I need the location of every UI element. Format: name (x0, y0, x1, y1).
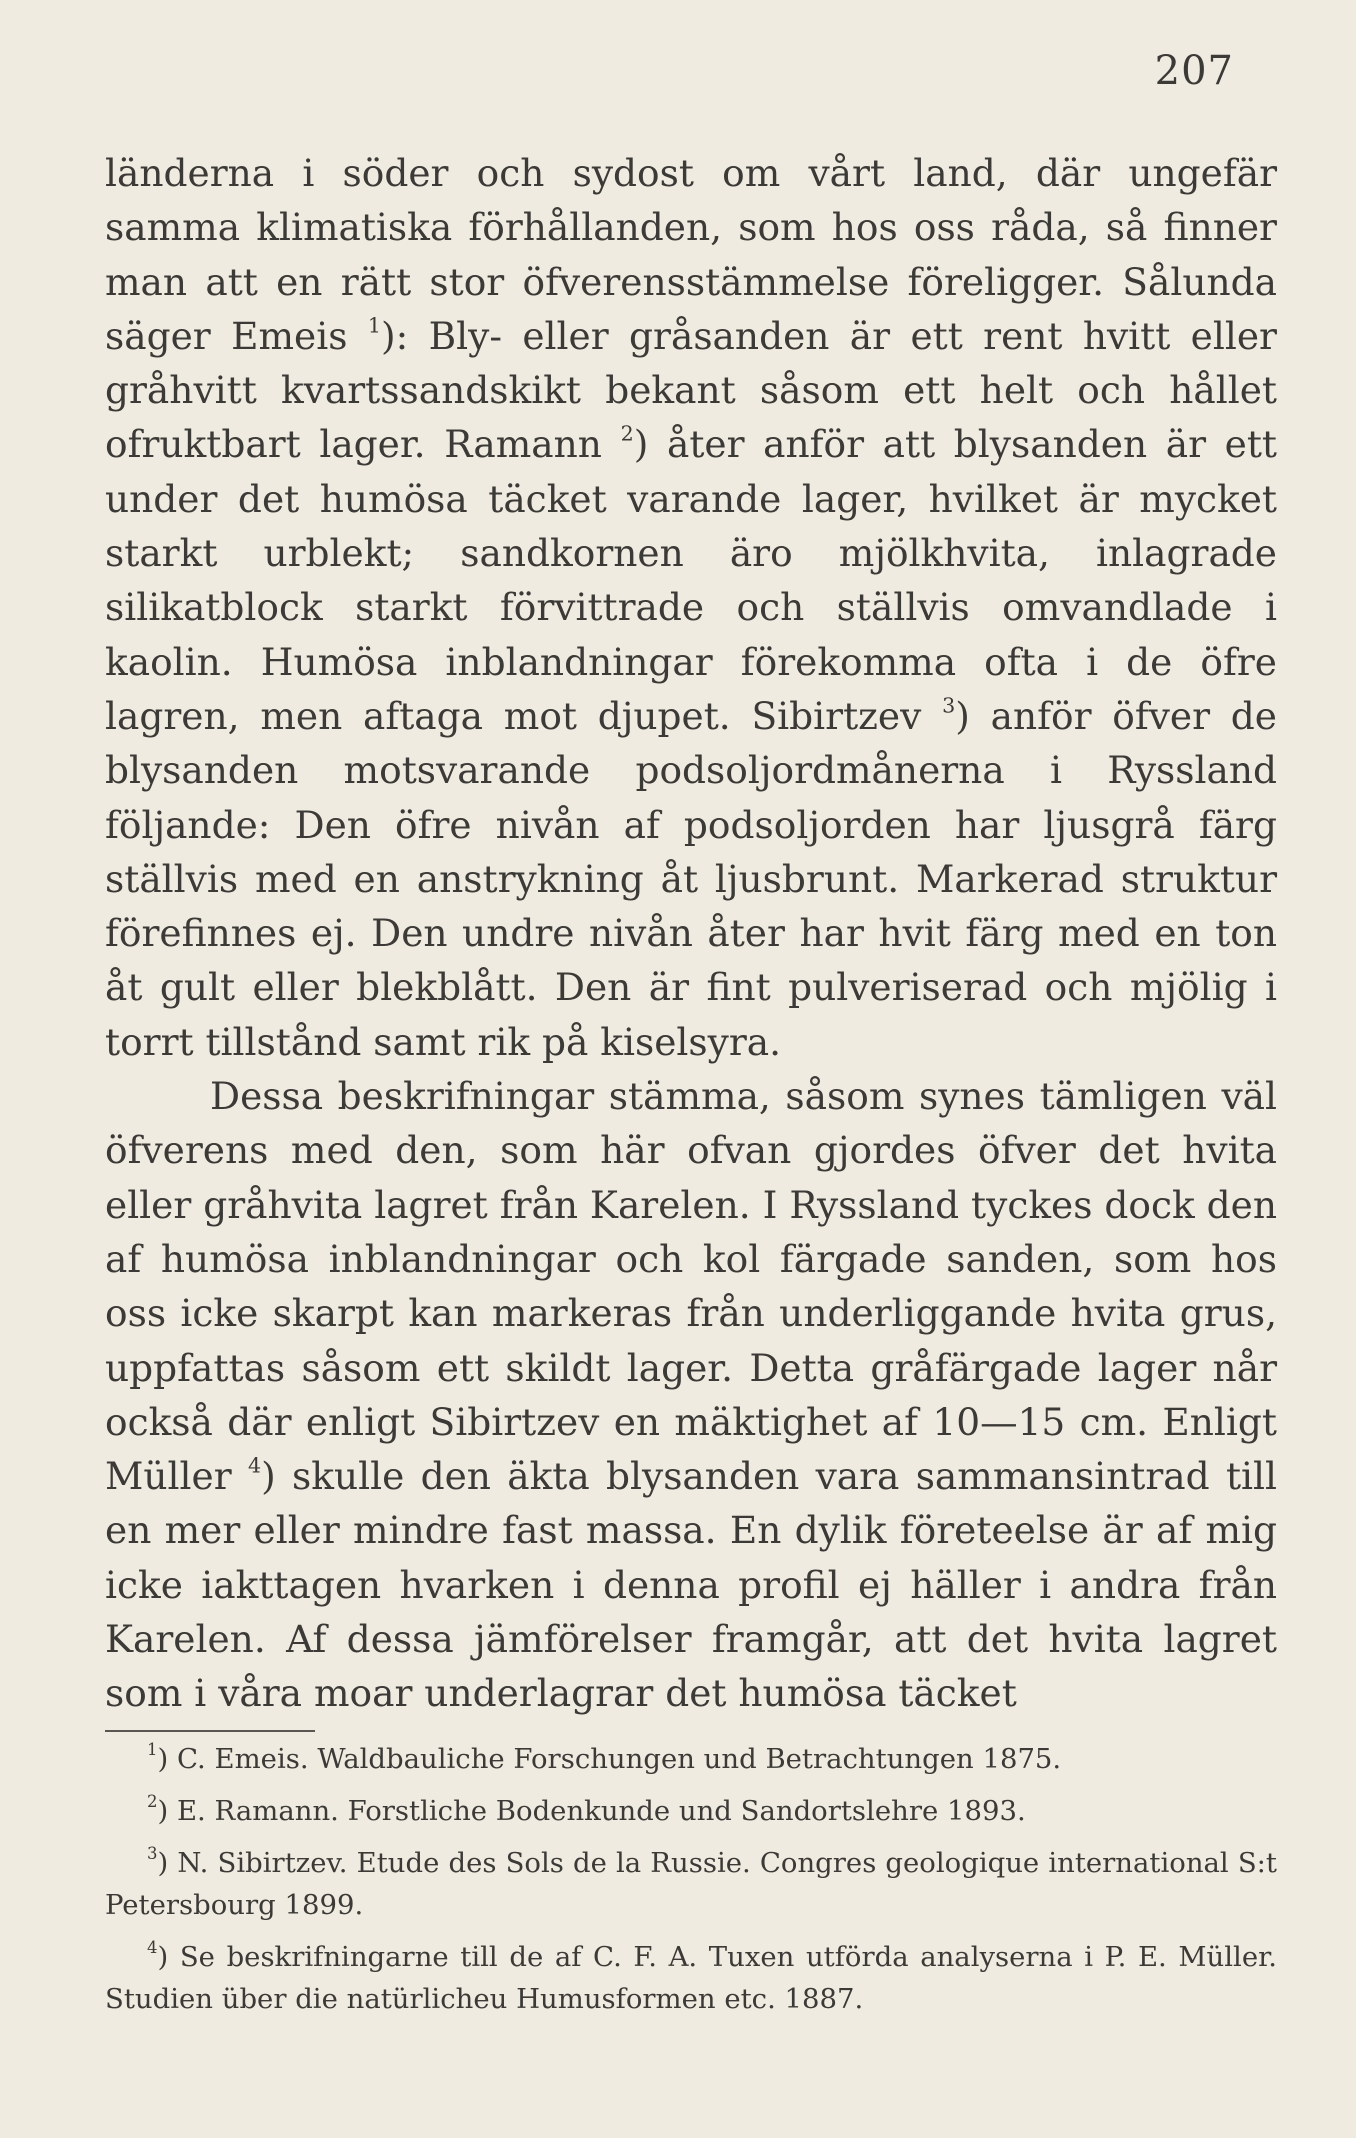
footnote-marker: 3 (942, 693, 956, 718)
text-run: länderna i söder och sydost om vårt land, där ungefär samma klimatiska förhållanden, som hos oss råda, så finner man att en rätt stor öfverensstämmelse föreligger. Sålunda säger Emeis (105, 151, 1277, 358)
footnote-number: 3 (147, 1843, 158, 1863)
footnote (105, 1738, 1277, 1780)
text-run: ) skulle den äkta blysanden vara sammansintrad till en mer eller mindre fast massa. En dylik företeelse är af mig icke iakttagen hvarken i denna profil ej häller i andra från Karelen. Af dessa jämförelser framgår, att det hvita lagret som i våra moar underlagrar det humösa täcket (105, 1454, 1277, 1716)
text-run: ) anför öfver de blysanden motsvarande podsoljordmånerna i Ryssland följande: Den öfre nivån af podsoljorden har ljusgrå färg ställvis med en anstrykning åt ljusbrunt. Markerad struktur förefinnes ej. Den undre nivån åter har hvit färg med en ton åt gult eller blekblått. Den är fint pulveriserad och mjölig i torrt tillstånd samt rik på kiselsyra. (105, 693, 1277, 1064)
footnote-marker: 1 (367, 313, 381, 338)
footnote-number: 1 (147, 1739, 158, 1759)
footnote-text: ) N. Sibirtzev. Etude des Sols de la Russie. Congres geologique international S:t Petersbourg 1899. (105, 1847, 1277, 1921)
footnote-separator (105, 1730, 315, 1732)
footnote-number: 2 (147, 1791, 158, 1811)
footnote (105, 1790, 1277, 1832)
footnote-text: ) Se beskrifningarne till de af C. F. A. Tuxen utförda analyserna i P. E. Müller. Studien über die natürlicheu Humusformen etc. 1887. (105, 1941, 1277, 2015)
footnote-text: ) E. Ramann. Forstliche Bodenkunde und Sandortslehre 1893. (157, 1795, 1026, 1827)
footnote-marker: 4 (247, 1453, 262, 1478)
footnote-marker: 2 (620, 421, 634, 446)
body-text (105, 146, 1277, 1721)
footnotes (105, 1738, 1277, 2030)
footnote (105, 1842, 1277, 1926)
page-number: 207 (1154, 48, 1234, 94)
footnote-number: 4 (147, 1937, 158, 1957)
footnote (105, 1936, 1277, 2020)
footnote-text: ) C. Emeis. Waldbauliche Forschungen und Betrachtungen 1875. (157, 1743, 1062, 1775)
paragraph (105, 146, 1277, 1069)
paragraph (105, 1069, 1277, 1721)
text-run: Dessa beskrifningar stämma, såsom synes tämligen väl öfverens med den, som här ofvan gjordes öfver det hvita eller gråhvita lagret från Karelen. I Ryssland tyckes dock den af humösa inblandningar och kol färgade sanden, som hos oss icke skarpt kan markeras från underliggande hvita grus, uppfattas såsom ett skildt lager. Detta gråfärgade lager når också där enligt Sibirtzev en mäktighet af 10—15 cm. Enligt Müller (105, 1074, 1277, 1499)
text-run: ): Bly- eller gråsanden är ett rent hvitt eller gråhvitt kvartssandskikt bekant såsom ett helt och hållet ofruktbart lager. Ramann (105, 313, 1277, 467)
text-run: ) åter anför att blysanden är ett under det humösa täcket varande lager, hvilket är mycket starkt urblekt; sandkornen äro mjölkhvita, inlagrade silikatblock starkt förvittrade och ställvis omvandlade i kaolin. Humösa inblandningar förekomma ofta i de öfre lagren, men aftaga mot djupet. Sibirtzev (105, 422, 1277, 738)
